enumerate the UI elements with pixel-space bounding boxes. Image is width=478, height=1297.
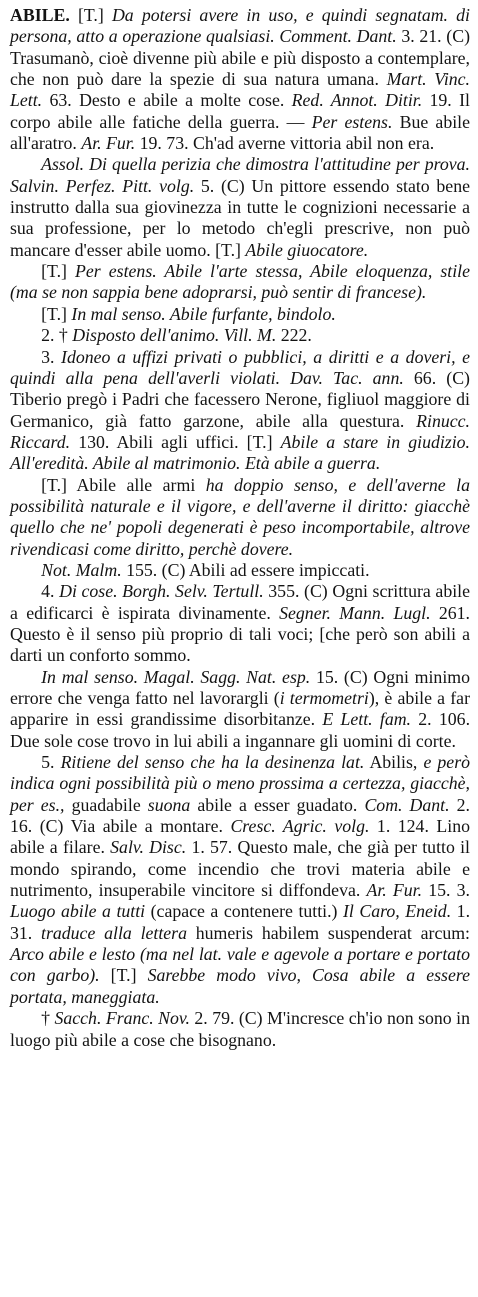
roman-text: 15. (C) Ogni minimo errore che venga fatto nel lavorargli ( bbox=[10, 666, 470, 708]
roman-text: 66. (C) Tiberio pregò i Padri che facessero Nerone, figliuol maggiore di Germanico, già fatto garzone, abile alla questura. bbox=[10, 367, 470, 431]
roman-text: [T.] Abile alle armi bbox=[41, 474, 206, 495]
dictionary-entry-abile bbox=[10, 5, 470, 1051]
italic-text: Ar. Fur. bbox=[366, 880, 423, 901]
roman-text: 355. (C) Ogni scrittura abile a edificarci è ispirata divinamente. bbox=[10, 581, 470, 623]
italic-text: traduce alla lettera bbox=[41, 922, 187, 943]
entry-paragraph bbox=[10, 752, 470, 1008]
italic-text: Idoneo a uffizi privati o pubblici, a diritti e a doveri, e quindi alla pena dell'averli violati. Dav. Tac. ann. bbox=[10, 346, 471, 388]
entry-paragraph bbox=[10, 347, 470, 475]
roman-text: 4. bbox=[41, 581, 60, 602]
roman-text: 1. 31. bbox=[10, 901, 471, 943]
entry-paragraph bbox=[10, 667, 470, 752]
roman-text: 63. Desto e abile a molte cose. bbox=[42, 90, 292, 111]
italic-text: Segner. Mann. Lugl. bbox=[279, 602, 431, 623]
italic-text: In mal senso. Abile furfante, bindolo. bbox=[71, 303, 336, 324]
italic-text: Disposto dell'animo. Vill. M. bbox=[72, 325, 277, 346]
italic-text: Abile giuocatore. bbox=[245, 239, 369, 260]
italic-text: Mart. Vinc. Lett. bbox=[10, 69, 470, 111]
entry-paragraph bbox=[10, 304, 470, 325]
italic-text: Red. Annot. Ditir. bbox=[291, 90, 423, 111]
roman-text: [T.] bbox=[41, 303, 72, 324]
italic-text: Di cose. Borgh. Selv. Tertull. bbox=[59, 581, 264, 602]
italic-text: E Lett. fam. bbox=[322, 709, 412, 730]
roman-text: 2. 106. Due sole cose trovo in lui abili a ingannare gli uomini di corte. bbox=[10, 709, 471, 751]
italic-text: Salv. Disc. bbox=[110, 837, 187, 858]
roman-text: [T.] bbox=[41, 261, 76, 282]
italic-text: Rinucc. Riccard. bbox=[10, 410, 470, 452]
italic-text: Abile a stare in giudizio. All'eredità. Abile al matrimonio. Età abile a guerra. bbox=[10, 431, 471, 474]
italic-text: Sacch. Franc. Nov. bbox=[54, 1008, 190, 1029]
italic-text: Luogo abile a tutti bbox=[10, 901, 146, 922]
roman-text: 3. bbox=[41, 346, 62, 367]
roman-text: (capace a contenere tutti.) bbox=[145, 901, 343, 922]
italic-text: Ar. Fur. bbox=[81, 133, 136, 154]
italic-text: Il Caro, Eneid. bbox=[342, 901, 452, 922]
italic-text: Not. Malm. bbox=[41, 559, 122, 580]
italic-text: Per estens. bbox=[311, 111, 393, 132]
roman-text: 3. 21. (C) Trasumanò, cioè divenne più abile e più disposto a contemplare, che non può dare la spezie di sua natura umana. bbox=[10, 26, 470, 90]
headword: ABILE. bbox=[10, 5, 70, 25]
roman-text: † bbox=[41, 1008, 55, 1029]
roman-text: 2. 16. (C) Via abile a montare. bbox=[10, 794, 470, 837]
roman-text: abile a esser guadato. bbox=[190, 794, 365, 815]
italic-text: Com. Dant. bbox=[364, 794, 450, 815]
entry-paragraph bbox=[10, 154, 470, 261]
italic-text: i termometri bbox=[279, 688, 369, 708]
italic-text: suona bbox=[147, 794, 191, 815]
italic-text: Ritiene del senso che ha la desinenza lat. bbox=[60, 752, 365, 773]
roman-text: 1. 57. Questo male, che già per tutto il mondo spirando, come incendio che trovi materia abile e nutrimento, insuperabile vincitore si diffondeva. bbox=[10, 837, 470, 901]
italic-text: Assol. Di quella perizia che dimostra l'attitudine per prova. Salvin. Perfez. Pitt. volg. bbox=[10, 154, 470, 196]
roman-text: [T.] bbox=[69, 5, 112, 25]
roman-text: 130. Abili agli uffici. [T.] bbox=[70, 431, 281, 452]
italic-text: Da potersi avere in uso, e quindi segnatam. di persona, atto a operazione qualsiasi. Comment. Dant. bbox=[10, 5, 470, 47]
roman-text: 222. bbox=[276, 325, 312, 346]
roman-text: ), è abile a far apparire in essi grandissime disorbitanze. bbox=[10, 688, 470, 730]
italic-text: Arco abile e lesto (ma nel lat. vale e agevole a portare e portato con garbo). bbox=[10, 944, 470, 986]
roman-text: humeris habilem suspenderat arcum: bbox=[186, 922, 470, 943]
roman-text: 1. 124. Lino abile a filare. bbox=[10, 816, 470, 858]
roman-text: [T.] bbox=[99, 965, 148, 986]
italic-text: Sarebbe modo vivo, Cosa abile a essere portata, maneggiata. bbox=[10, 965, 470, 1007]
roman-text: 2. † bbox=[41, 325, 73, 346]
roman-text: guadabile bbox=[64, 794, 148, 815]
roman-text: 261. Questo è il senso più proprio di tali voci; [che però son abili a darti un conforto sommo. bbox=[10, 602, 471, 666]
italic-text: ha doppio senso, e dell'averne la possibilità naturale e il vigore, e dell'averne il diritto: giacchè quello che ne' popoli degenerati è peso incomportabile, altrove rivendicasi come diritto, perchè dovere. bbox=[10, 474, 470, 559]
roman-text: 2. 79. (C) M'incresce ch'io non sono in luogo più abile a cose che bisognano. bbox=[10, 1008, 470, 1050]
italic-text: In mal senso. Magal. Sagg. Nat. esp. bbox=[41, 666, 311, 687]
roman-text: 19. 73. Ch'ad averne vittoria abil non era. bbox=[135, 133, 435, 154]
entry-paragraph bbox=[10, 581, 470, 666]
roman-text: 15. 3. bbox=[422, 880, 470, 901]
italic-text: Per estens. Abile l'arte stessa, Abile eloquenza, stile (ma se non sappia bene adoprarsi, può sentir di francese). bbox=[10, 261, 470, 303]
entry-paragraph bbox=[10, 560, 470, 581]
roman-text: 19. Il corpo abile alle fatiche della guerra. — bbox=[10, 90, 470, 132]
roman-text: Bue abile all'aratro. bbox=[10, 111, 470, 154]
roman-text: 5. bbox=[41, 752, 61, 773]
entry-paragraph bbox=[10, 1008, 470, 1051]
roman-text: 5. (C) Un pittore essendo stato bene instrutto dalla sua giovinezza in tutte le cognizioni necessarie a sua professione, per lo metodo ch'egli prescrive, non può mancare d'esser abile uomo. [T.] bbox=[10, 175, 470, 260]
roman-text: Abilis, bbox=[364, 752, 424, 773]
entry-paragraph bbox=[10, 261, 470, 304]
entry-paragraph bbox=[10, 325, 470, 346]
roman-text: 155. (C) Abili ad essere impiccati. bbox=[121, 559, 370, 580]
italic-text: Cresc. Agric. volg. bbox=[230, 816, 370, 837]
entry-paragraph bbox=[10, 5, 470, 154]
entry-paragraph bbox=[10, 475, 470, 560]
italic-text: e però indica ogni possibilità più o meno prossima a certezza, giacchè, per es., bbox=[10, 752, 471, 815]
